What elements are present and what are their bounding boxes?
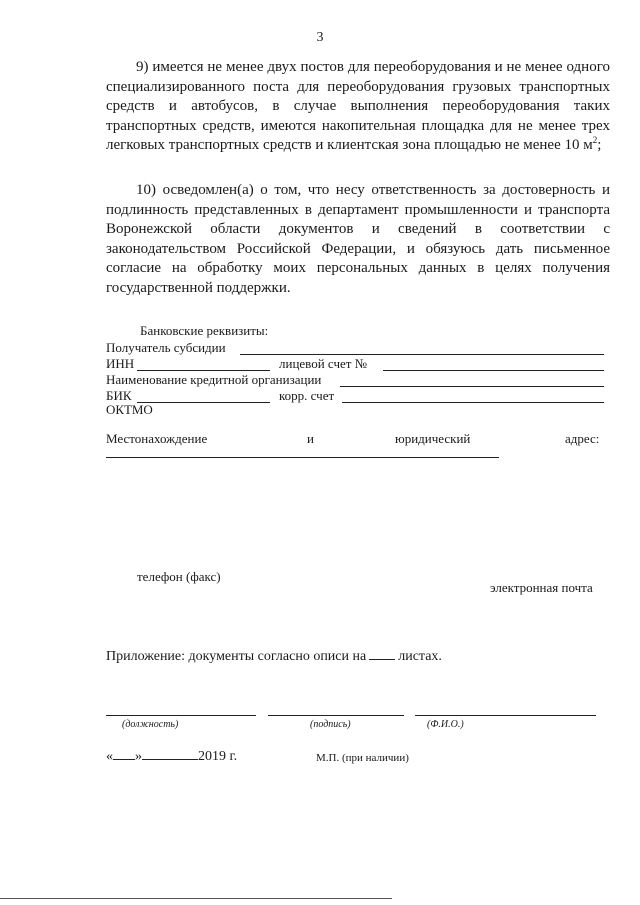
account-label: лицевой счет № xyxy=(279,356,368,371)
attachment-line xyxy=(106,649,442,665)
bik-field[interactable] xyxy=(137,402,270,403)
paragraph-item-9 xyxy=(106,58,610,156)
bank-heading: Банковские реквизиты: xyxy=(140,323,269,338)
attachment-pages-field[interactable] xyxy=(369,659,395,660)
account-field[interactable] xyxy=(383,370,604,371)
fio-field[interactable] xyxy=(415,715,596,716)
date-day-field[interactable] xyxy=(113,759,135,760)
date-year: 2019 г. xyxy=(198,749,238,764)
superscript-two: 2 xyxy=(592,135,598,146)
date-month-field[interactable] xyxy=(142,759,198,760)
phone-label: телефон (факс) xyxy=(137,569,221,584)
page-number: 3 xyxy=(316,30,324,45)
position-field[interactable] xyxy=(106,715,256,716)
fio-caption: (Ф.И.О.) xyxy=(427,719,464,730)
address-word-2: и xyxy=(307,431,314,446)
corr-account-field[interactable] xyxy=(342,402,604,403)
attachment-text-before: Приложение: документы согласно описи на xyxy=(106,649,367,664)
recipient-field[interactable] xyxy=(240,354,604,355)
date-close-quote: » xyxy=(135,749,142,764)
signature-caption: (подпись) xyxy=(310,719,351,730)
address-field[interactable] xyxy=(106,457,499,458)
corr-account-label: корр. счет xyxy=(279,388,335,403)
recipient-label: Получатель субсидии xyxy=(106,340,226,355)
email-label: электронная почта xyxy=(490,580,593,595)
bank-name-field[interactable] xyxy=(340,386,604,387)
address-word-1: Местонахождение xyxy=(106,431,208,446)
page-edge-line xyxy=(0,898,392,899)
stamp-label: М.П. (при наличии) xyxy=(316,752,409,764)
paragraph-item-9-text: 9) имеется не менее двух постов для переоборудования и не менее одного специализированного поста для переоборудования грузовых транспортных средств и автобусов, в случае выполнения переоборудования таких транспортных средств, имеются накопительная площадка для не менее трех легковых транспортных средств и клиентская зона площадью не менее 10 м xyxy=(106,59,610,154)
inn-field[interactable] xyxy=(137,370,270,371)
bank-name-label: Наименование кредитной организации xyxy=(106,372,322,387)
position-caption: (должность) xyxy=(122,719,179,730)
date-open-quote: « xyxy=(106,749,113,764)
signature-field[interactable] xyxy=(268,715,404,716)
address-word-4: адрес: xyxy=(565,431,600,446)
date-line xyxy=(106,749,237,765)
attachment-text-after: листах. xyxy=(398,649,442,664)
oktmo-label: ОКТМО xyxy=(106,402,153,417)
paragraph-item-10: 10) осведомлен(а) о том, что несу ответственность за достоверность и подлинность представленных в департамент промышленности и транспорта Воронежской области документов и сведений в соответствии с законодательством Российской Федерации, и обязуюсь дать письменное согласие на обработку моих персональных данных в целях получения государственной поддержки. xyxy=(106,182,610,296)
address-word-3: юридический xyxy=(395,431,471,446)
inn-label: ИНН xyxy=(106,356,135,371)
bik-label: БИК xyxy=(106,388,132,403)
paragraph-item-9-end: ; xyxy=(597,137,602,154)
